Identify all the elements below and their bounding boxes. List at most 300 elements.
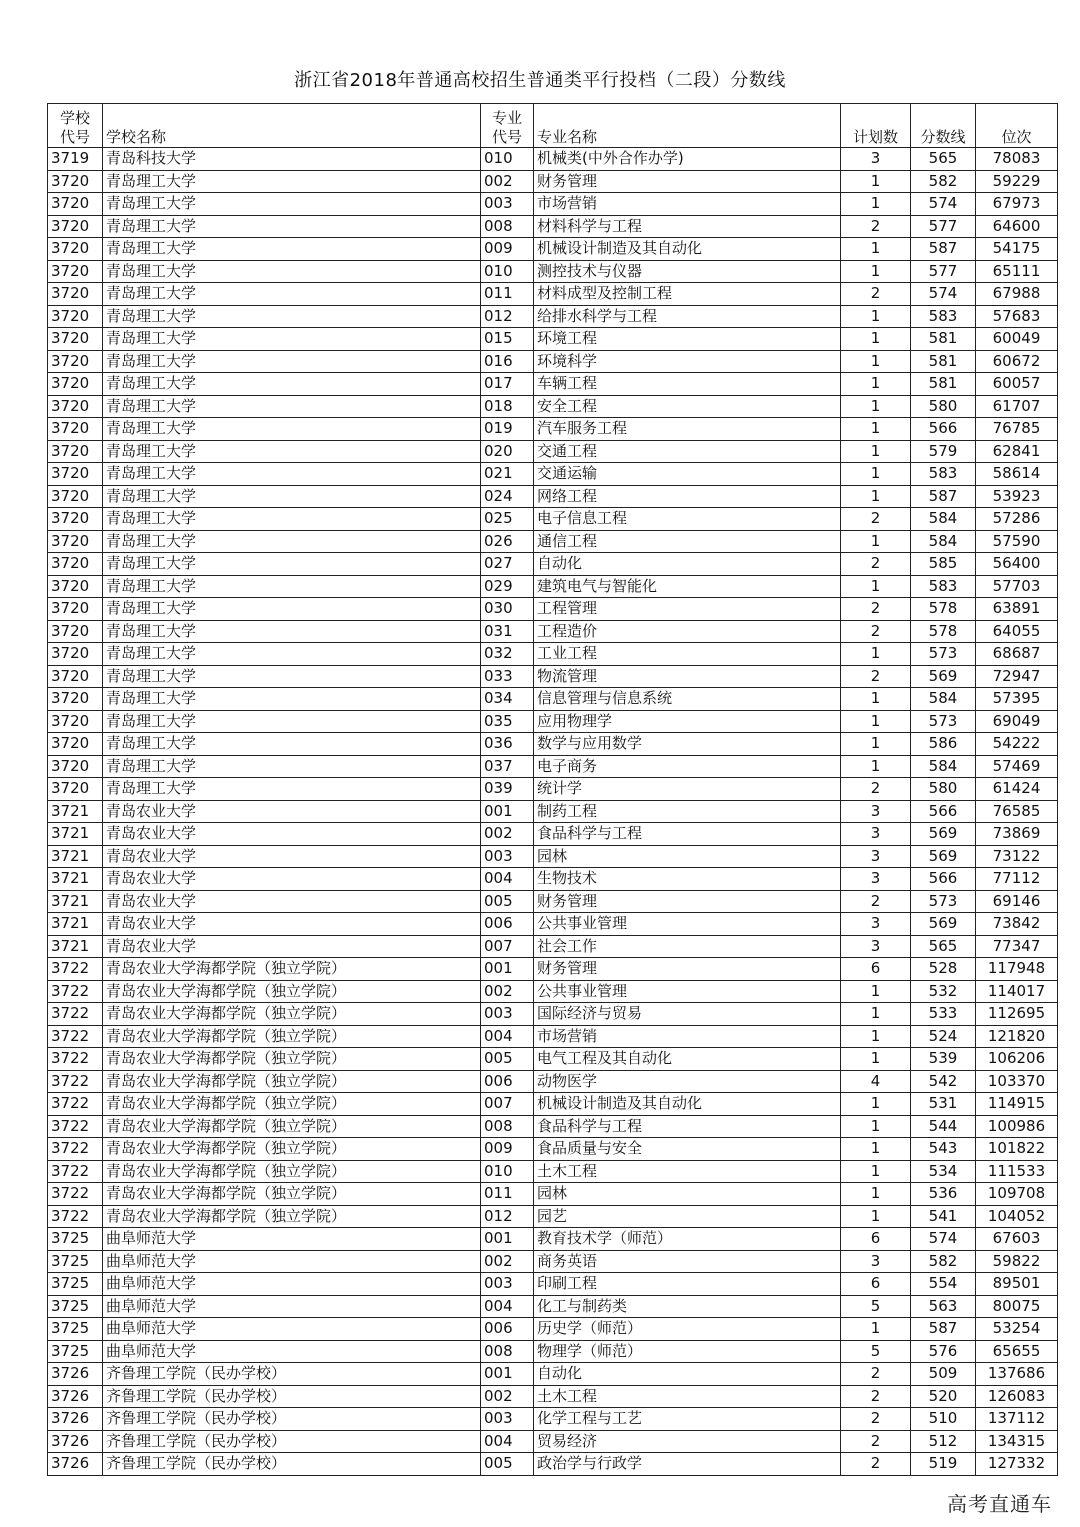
- table-row: [48, 1048, 1058, 1071]
- cell-major-name: 给排水科学与工程: [534, 305, 841, 328]
- cell-major-name: 工程管理: [534, 598, 841, 621]
- table-row: [48, 1183, 1058, 1206]
- cell-plan: 3: [841, 800, 911, 823]
- cell-rank: 60049: [976, 328, 1058, 351]
- cell-major-code: 009: [481, 1138, 534, 1161]
- cell-major-code: 017: [481, 373, 534, 396]
- cell-major-code: 005: [481, 1453, 534, 1476]
- table-row: [48, 890, 1058, 913]
- cell-major-code: 030: [481, 598, 534, 621]
- cell-major-name: 土木工程: [534, 1160, 841, 1183]
- cell-plan: 1: [841, 1093, 911, 1116]
- cell-rank: 54222: [976, 733, 1058, 756]
- cell-score: 580: [911, 395, 976, 418]
- cell-plan: 2: [841, 1385, 911, 1408]
- cell-school-name: 青岛农业大学海都学院（独立学院）: [103, 980, 481, 1003]
- cell-school-code: 3726: [48, 1408, 103, 1431]
- table-row: [48, 868, 1058, 891]
- cell-plan: 2: [841, 508, 911, 531]
- cell-school-name: 曲阜师范大学: [103, 1295, 481, 1318]
- table-row: [48, 1453, 1058, 1476]
- cell-school-code: 3722: [48, 1070, 103, 1093]
- cell-school-code: 3726: [48, 1385, 103, 1408]
- cell-score: 533: [911, 1003, 976, 1026]
- cell-school-code: 3720: [48, 395, 103, 418]
- cell-major-name: 园林: [534, 845, 841, 868]
- cell-score: 581: [911, 328, 976, 351]
- cell-score: 532: [911, 980, 976, 1003]
- cell-school-name: 齐鲁理工学院（民办学校）: [103, 1453, 481, 1476]
- cell-school-name: 齐鲁理工学院（民办学校）: [103, 1385, 481, 1408]
- cell-major-code: 018: [481, 395, 534, 418]
- cell-major-name: 财务管理: [534, 170, 841, 193]
- table-row: [48, 913, 1058, 936]
- table-row: [48, 1250, 1058, 1273]
- cell-school-code: 3720: [48, 778, 103, 801]
- cell-score: 539: [911, 1048, 976, 1071]
- cell-plan: 1: [841, 1183, 911, 1206]
- cell-school-name: 曲阜师范大学: [103, 1318, 481, 1341]
- table-row: [48, 238, 1058, 261]
- cell-plan: 2: [841, 890, 911, 913]
- cell-major-name: 测控技术与仪器: [534, 260, 841, 283]
- table-row: [48, 328, 1058, 351]
- cell-major-code: 005: [481, 1048, 534, 1071]
- cell-school-code: 3721: [48, 823, 103, 846]
- cell-rank: 64600: [976, 215, 1058, 238]
- cell-major-code: 007: [481, 1093, 534, 1116]
- cell-plan: 1: [841, 350, 911, 373]
- cell-school-code: 3722: [48, 1093, 103, 1116]
- cell-school-name: 青岛理工大学: [103, 463, 481, 486]
- table-row: [48, 283, 1058, 306]
- cell-plan: 1: [841, 418, 911, 441]
- cell-major-name: 食品科学与工程: [534, 1115, 841, 1138]
- cell-rank: 57703: [976, 575, 1058, 598]
- cell-school-code: 3721: [48, 845, 103, 868]
- cell-score: 512: [911, 1430, 976, 1453]
- table-row: [48, 1295, 1058, 1318]
- cell-school-name: 青岛农业大学: [103, 868, 481, 891]
- cell-score: 565: [911, 148, 976, 171]
- header-plan: 计划数: [841, 104, 911, 148]
- table-row: [48, 598, 1058, 621]
- cell-rank: 67603: [976, 1228, 1058, 1251]
- cell-major-code: 001: [481, 958, 534, 981]
- cell-rank: 76585: [976, 800, 1058, 823]
- table-row: [48, 620, 1058, 643]
- cell-school-code: 3720: [48, 755, 103, 778]
- table-row: [48, 823, 1058, 846]
- cell-school-name: 青岛理工大学: [103, 733, 481, 756]
- cell-school-code: 3721: [48, 913, 103, 936]
- cell-school-code: 3721: [48, 890, 103, 913]
- cell-major-code: 006: [481, 1318, 534, 1341]
- cell-school-code: 3722: [48, 1138, 103, 1161]
- cell-major-name: 物流管理: [534, 665, 841, 688]
- cell-school-code: 3720: [48, 440, 103, 463]
- cell-rank: 77347: [976, 935, 1058, 958]
- cell-major-name: 物理学（师范）: [534, 1340, 841, 1363]
- cell-major-name: 动物医学: [534, 1070, 841, 1093]
- cell-rank: 62841: [976, 440, 1058, 463]
- cell-plan: 1: [841, 1160, 911, 1183]
- cell-plan: 1: [841, 530, 911, 553]
- cell-rank: 72947: [976, 665, 1058, 688]
- cell-score: 544: [911, 1115, 976, 1138]
- cell-major-name: 网络工程: [534, 485, 841, 508]
- cell-major-name: 材料成型及控制工程: [534, 283, 841, 306]
- table-row: [48, 845, 1058, 868]
- cell-major-code: 012: [481, 1205, 534, 1228]
- table-row: [48, 1138, 1058, 1161]
- cell-school-code: 3726: [48, 1363, 103, 1386]
- cell-school-code: 3720: [48, 530, 103, 553]
- cell-plan: 1: [841, 328, 911, 351]
- cell-score: 554: [911, 1273, 976, 1296]
- cell-major-code: 025: [481, 508, 534, 531]
- cell-school-code: 3720: [48, 733, 103, 756]
- cell-major-code: 024: [481, 485, 534, 508]
- cell-major-name: 制药工程: [534, 800, 841, 823]
- header-major-name: 专业名称: [534, 104, 841, 148]
- cell-plan: 3: [841, 935, 911, 958]
- cell-major-code: 009: [481, 238, 534, 261]
- cell-school-code: 3720: [48, 328, 103, 351]
- table-row: [48, 778, 1058, 801]
- table-row: [48, 440, 1058, 463]
- cell-major-name: 公共事业管理: [534, 980, 841, 1003]
- cell-major-name: 安全工程: [534, 395, 841, 418]
- cell-score: 578: [911, 620, 976, 643]
- header-score: 分数线: [911, 104, 976, 148]
- cell-rank: 101822: [976, 1138, 1058, 1161]
- cell-school-code: 3722: [48, 1183, 103, 1206]
- score-table: [47, 103, 1058, 1476]
- cell-rank: 78083: [976, 148, 1058, 171]
- cell-school-name: 青岛理工大学: [103, 710, 481, 733]
- cell-school-name: 青岛理工大学: [103, 598, 481, 621]
- cell-score: 510: [911, 1408, 976, 1431]
- cell-plan: 1: [841, 1048, 911, 1071]
- cell-rank: 103370: [976, 1070, 1058, 1093]
- cell-score: 566: [911, 418, 976, 441]
- table-row: [48, 643, 1058, 666]
- cell-major-name: 化学工程与工艺: [534, 1408, 841, 1431]
- cell-rank: 57286: [976, 508, 1058, 531]
- cell-major-code: 011: [481, 283, 534, 306]
- cell-school-name: 青岛理工大学: [103, 283, 481, 306]
- table-row: [48, 395, 1058, 418]
- cell-major-name: 印刷工程: [534, 1273, 841, 1296]
- cell-school-code: 3720: [48, 305, 103, 328]
- cell-school-code: 3720: [48, 508, 103, 531]
- cell-major-name: 自动化: [534, 1363, 841, 1386]
- cell-major-code: 036: [481, 733, 534, 756]
- cell-major-name: 工程造价: [534, 620, 841, 643]
- cell-school-code: 3720: [48, 485, 103, 508]
- table-row: [48, 193, 1058, 216]
- cell-score: 524: [911, 1025, 976, 1048]
- cell-plan: 3: [841, 823, 911, 846]
- table-row: [48, 508, 1058, 531]
- cell-plan: 1: [841, 193, 911, 216]
- table-row: [48, 463, 1058, 486]
- cell-school-code: 3722: [48, 1003, 103, 1026]
- cell-score: 580: [911, 778, 976, 801]
- cell-plan: 1: [841, 733, 911, 756]
- table-row: [48, 148, 1058, 171]
- cell-school-code: 3721: [48, 800, 103, 823]
- cell-major-name: 历史学（师范）: [534, 1318, 841, 1341]
- cell-rank: 111533: [976, 1160, 1058, 1183]
- cell-major-code: 029: [481, 575, 534, 598]
- cell-major-code: 003: [481, 1273, 534, 1296]
- cell-school-name: 青岛理工大学: [103, 418, 481, 441]
- cell-rank: 80075: [976, 1295, 1058, 1318]
- cell-school-code: 3720: [48, 463, 103, 486]
- cell-score: 574: [911, 283, 976, 306]
- cell-major-code: 001: [481, 1363, 534, 1386]
- cell-rank: 76785: [976, 418, 1058, 441]
- cell-plan: 1: [841, 1025, 911, 1048]
- cell-school-code: 3722: [48, 1160, 103, 1183]
- cell-school-code: 3720: [48, 620, 103, 643]
- cell-rank: 73869: [976, 823, 1058, 846]
- cell-school-name: 齐鲁理工学院（民办学校）: [103, 1430, 481, 1453]
- cell-rank: 57469: [976, 755, 1058, 778]
- cell-major-name: 环境工程: [534, 328, 841, 351]
- cell-school-code: 3720: [48, 170, 103, 193]
- cell-plan: 3: [841, 1250, 911, 1273]
- cell-major-name: 土木工程: [534, 1385, 841, 1408]
- cell-school-code: 3725: [48, 1273, 103, 1296]
- cell-school-code: 3722: [48, 980, 103, 1003]
- cell-major-code: 008: [481, 1115, 534, 1138]
- cell-major-name: 建筑电气与智能化: [534, 575, 841, 598]
- cell-major-name: 财务管理: [534, 958, 841, 981]
- table-row: [48, 1115, 1058, 1138]
- cell-plan: 1: [841, 238, 911, 261]
- cell-school-name: 青岛农业大学海都学院（独立学院）: [103, 1138, 481, 1161]
- cell-major-name: 政治学与行政学: [534, 1453, 841, 1476]
- cell-rank: 109708: [976, 1183, 1058, 1206]
- watermark-text: 高考直通车: [947, 1492, 1052, 1516]
- cell-school-name: 青岛理工大学: [103, 170, 481, 193]
- cell-major-name: 电子商务: [534, 755, 841, 778]
- cell-plan: 1: [841, 440, 911, 463]
- cell-school-code: 3722: [48, 1115, 103, 1138]
- cell-major-code: 006: [481, 1070, 534, 1093]
- cell-plan: 3: [841, 845, 911, 868]
- cell-score: 584: [911, 508, 976, 531]
- cell-school-code: 3720: [48, 598, 103, 621]
- cell-plan: 3: [841, 913, 911, 936]
- cell-major-code: 019: [481, 418, 534, 441]
- cell-plan: 3: [841, 148, 911, 171]
- cell-major-code: 035: [481, 710, 534, 733]
- cell-score: 573: [911, 710, 976, 733]
- cell-major-name: 教育技术学（师范）: [534, 1228, 841, 1251]
- cell-school-name: 青岛农业大学海都学院（独立学院）: [103, 1205, 481, 1228]
- cell-major-code: 033: [481, 665, 534, 688]
- table-row: [48, 1318, 1058, 1341]
- cell-major-code: 007: [481, 935, 534, 958]
- cell-rank: 67988: [976, 283, 1058, 306]
- cell-rank: 64055: [976, 620, 1058, 643]
- table-row: [48, 665, 1058, 688]
- cell-score: 584: [911, 530, 976, 553]
- cell-major-name: 通信工程: [534, 530, 841, 553]
- cell-school-name: 青岛理工大学: [103, 238, 481, 261]
- cell-major-code: 026: [481, 530, 534, 553]
- cell-school-name: 青岛农业大学海都学院（独立学院）: [103, 1070, 481, 1093]
- cell-plan: 1: [841, 485, 911, 508]
- cell-plan: 6: [841, 958, 911, 981]
- cell-score: 577: [911, 215, 976, 238]
- cell-rank: 117948: [976, 958, 1058, 981]
- cell-score: 569: [911, 913, 976, 936]
- cell-major-name: 统计学: [534, 778, 841, 801]
- cell-school-name: 青岛农业大学海都学院（独立学院）: [103, 1093, 481, 1116]
- cell-plan: 5: [841, 1340, 911, 1363]
- cell-plan: 1: [841, 710, 911, 733]
- cell-major-name: 电子信息工程: [534, 508, 841, 531]
- cell-school-name: 青岛农业大学海都学院（独立学院）: [103, 1025, 481, 1048]
- cell-major-name: 机械设计制造及其自动化: [534, 238, 841, 261]
- cell-school-name: 青岛农业大学: [103, 913, 481, 936]
- cell-major-name: 信息管理与信息系统: [534, 688, 841, 711]
- table-row: [48, 688, 1058, 711]
- cell-school-code: 3719: [48, 148, 103, 171]
- cell-school-name: 青岛理工大学: [103, 260, 481, 283]
- header-row: [48, 104, 1058, 148]
- cell-school-name: 青岛理工大学: [103, 373, 481, 396]
- cell-major-name: 材料科学与工程: [534, 215, 841, 238]
- cell-major-code: 027: [481, 553, 534, 576]
- cell-major-code: 003: [481, 193, 534, 216]
- cell-school-name: 曲阜师范大学: [103, 1228, 481, 1251]
- cell-rank: 112695: [976, 1003, 1058, 1026]
- table-row: [48, 1205, 1058, 1228]
- cell-rank: 114915: [976, 1093, 1058, 1116]
- cell-major-code: 006: [481, 913, 534, 936]
- header-major-code: [481, 104, 534, 148]
- cell-school-name: 曲阜师范大学: [103, 1250, 481, 1273]
- cell-plan: 3: [841, 868, 911, 891]
- cell-school-code: 3720: [48, 553, 103, 576]
- cell-plan: 1: [841, 395, 911, 418]
- cell-rank: 58614: [976, 463, 1058, 486]
- cell-school-name: 青岛农业大学: [103, 823, 481, 846]
- cell-major-code: 002: [481, 1385, 534, 1408]
- cell-major-code: 015: [481, 328, 534, 351]
- cell-school-name: 青岛理工大学: [103, 530, 481, 553]
- cell-school-name: 青岛理工大学: [103, 508, 481, 531]
- cell-school-code: 3726: [48, 1430, 103, 1453]
- cell-major-code: 039: [481, 778, 534, 801]
- cell-score: 584: [911, 755, 976, 778]
- cell-major-code: 004: [481, 1025, 534, 1048]
- cell-major-code: 008: [481, 1340, 534, 1363]
- cell-plan: 2: [841, 778, 911, 801]
- cell-rank: 73122: [976, 845, 1058, 868]
- cell-major-name: 财务管理: [534, 890, 841, 913]
- cell-score: 587: [911, 485, 976, 508]
- table-row: [48, 1070, 1058, 1093]
- cell-score: 576: [911, 1340, 976, 1363]
- table-row: [48, 215, 1058, 238]
- cell-major-code: 020: [481, 440, 534, 463]
- cell-rank: 67973: [976, 193, 1058, 216]
- cell-major-code: 021: [481, 463, 534, 486]
- cell-score: 587: [911, 238, 976, 261]
- cell-plan: 4: [841, 1070, 911, 1093]
- cell-major-name: 机械设计制造及其自动化: [534, 1093, 841, 1116]
- cell-school-name: 青岛理工大学: [103, 193, 481, 216]
- cell-score: 563: [911, 1295, 976, 1318]
- cell-score: 585: [911, 553, 976, 576]
- cell-score: 582: [911, 170, 976, 193]
- table-row: [48, 1025, 1058, 1048]
- cell-rank: 60057: [976, 373, 1058, 396]
- cell-major-code: 016: [481, 350, 534, 373]
- cell-plan: 1: [841, 170, 911, 193]
- table-row: [48, 1430, 1058, 1453]
- cell-rank: 106206: [976, 1048, 1058, 1071]
- cell-score: 566: [911, 800, 976, 823]
- cell-score: 577: [911, 260, 976, 283]
- cell-school-code: 3720: [48, 193, 103, 216]
- cell-score: 509: [911, 1363, 976, 1386]
- cell-school-code: 3720: [48, 350, 103, 373]
- cell-plan: 1: [841, 980, 911, 1003]
- cell-rank: 127332: [976, 1453, 1058, 1476]
- cell-score: 569: [911, 665, 976, 688]
- cell-major-name: 园林: [534, 1183, 841, 1206]
- cell-rank: 65111: [976, 260, 1058, 283]
- cell-score: 569: [911, 823, 976, 846]
- cell-rank: 69049: [976, 710, 1058, 733]
- cell-plan: 2: [841, 598, 911, 621]
- cell-school-name: 青岛理工大学: [103, 328, 481, 351]
- table-row: [48, 733, 1058, 756]
- table-row: [48, 170, 1058, 193]
- table-row: [48, 1160, 1058, 1183]
- cell-score: 579: [911, 440, 976, 463]
- cell-plan: 2: [841, 1408, 911, 1431]
- cell-major-code: 002: [481, 980, 534, 1003]
- cell-plan: 6: [841, 1228, 911, 1251]
- cell-school-code: 3722: [48, 958, 103, 981]
- cell-school-code: 3720: [48, 643, 103, 666]
- cell-major-name: 贸易经济: [534, 1430, 841, 1453]
- cell-school-code: 3720: [48, 238, 103, 261]
- table-row: [48, 980, 1058, 1003]
- header-school-code-l2: 代号: [59, 128, 90, 146]
- table-row: [48, 1093, 1058, 1116]
- cell-score: 583: [911, 575, 976, 598]
- table-row: [48, 260, 1058, 283]
- cell-rank: 100986: [976, 1115, 1058, 1138]
- cell-school-name: 曲阜师范大学: [103, 1340, 481, 1363]
- cell-rank: 89501: [976, 1273, 1058, 1296]
- header-major-code-l2: 代号: [491, 128, 522, 146]
- table-row: [48, 553, 1058, 576]
- cell-school-name: 青岛理工大学: [103, 665, 481, 688]
- table-row: [48, 1228, 1058, 1251]
- cell-school-name: 青岛理工大学: [103, 485, 481, 508]
